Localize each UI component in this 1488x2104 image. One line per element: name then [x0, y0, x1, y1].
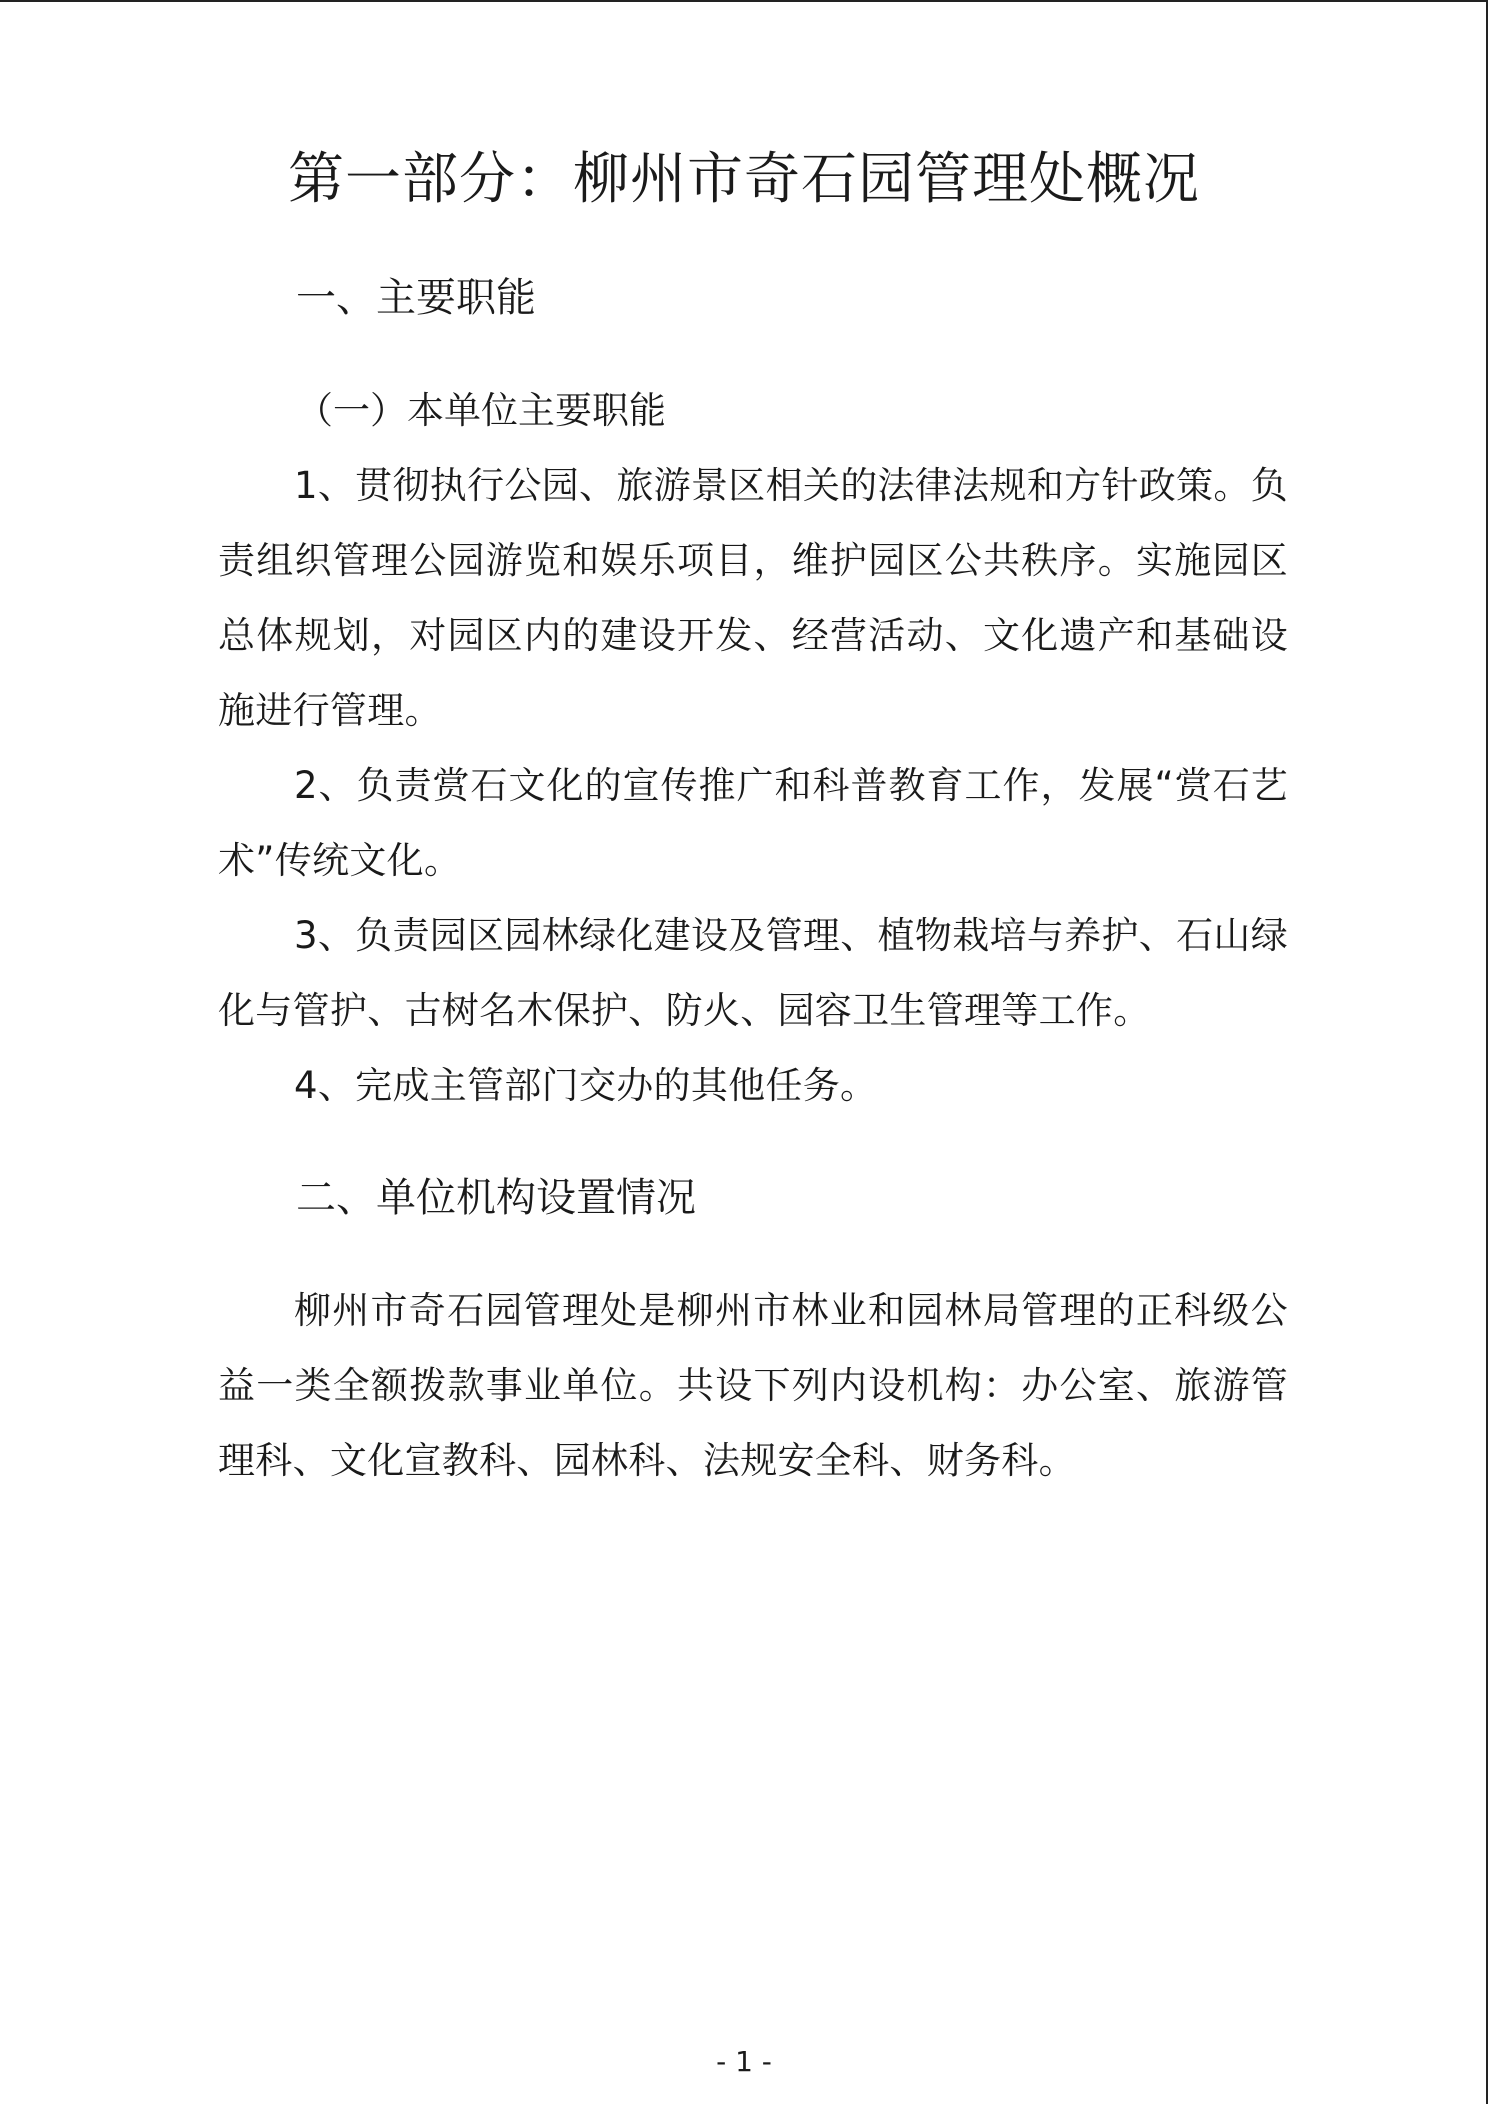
subsection-heading-unit-functions: （一）本单位主要职能	[296, 389, 666, 432]
function-item-4: 4、完成主管部门交办的其他任务。	[294, 1064, 878, 1107]
section-heading-organization: 二、单位机构设置情况	[296, 1175, 696, 1221]
section-heading-main-functions: 一、主要职能	[296, 275, 536, 321]
organization-paragraph: 柳州市奇石园管理处是柳州市林业和园林局管理的正科级公益一类全额拨款事业单位。共设下列内设机构：办公室、旅游管理科、文化宣教科、园林科、法规安全科、财务科。	[218, 1289, 1288, 1482]
page-title: 第一部分：柳州市奇石园管理处概况	[288, 147, 1200, 212]
page-border-top	[0, 0, 1488, 2]
function-item-1: 1、贯彻执行公园、旅游景区相关的法律法规和方针政策。负责组织管理公园游览和娱乐项目，维护园区公共秩序。实施园区总体规划，对园区内的建设开发、经营活动、文化遗产和基础设施进行管理。	[218, 464, 1288, 732]
function-item-2: 2、负责赏石文化的宣传推广和科普教育工作，发展“赏石艺术”传统文化。	[218, 764, 1288, 882]
page-number: - 1 -	[716, 2045, 772, 2078]
function-item-3: 3、负责园区园林绿化建设及管理、植物栽培与养护、石山绿化与管护、古树名木保护、防火、园容卫生管理等工作。	[218, 914, 1288, 1032]
